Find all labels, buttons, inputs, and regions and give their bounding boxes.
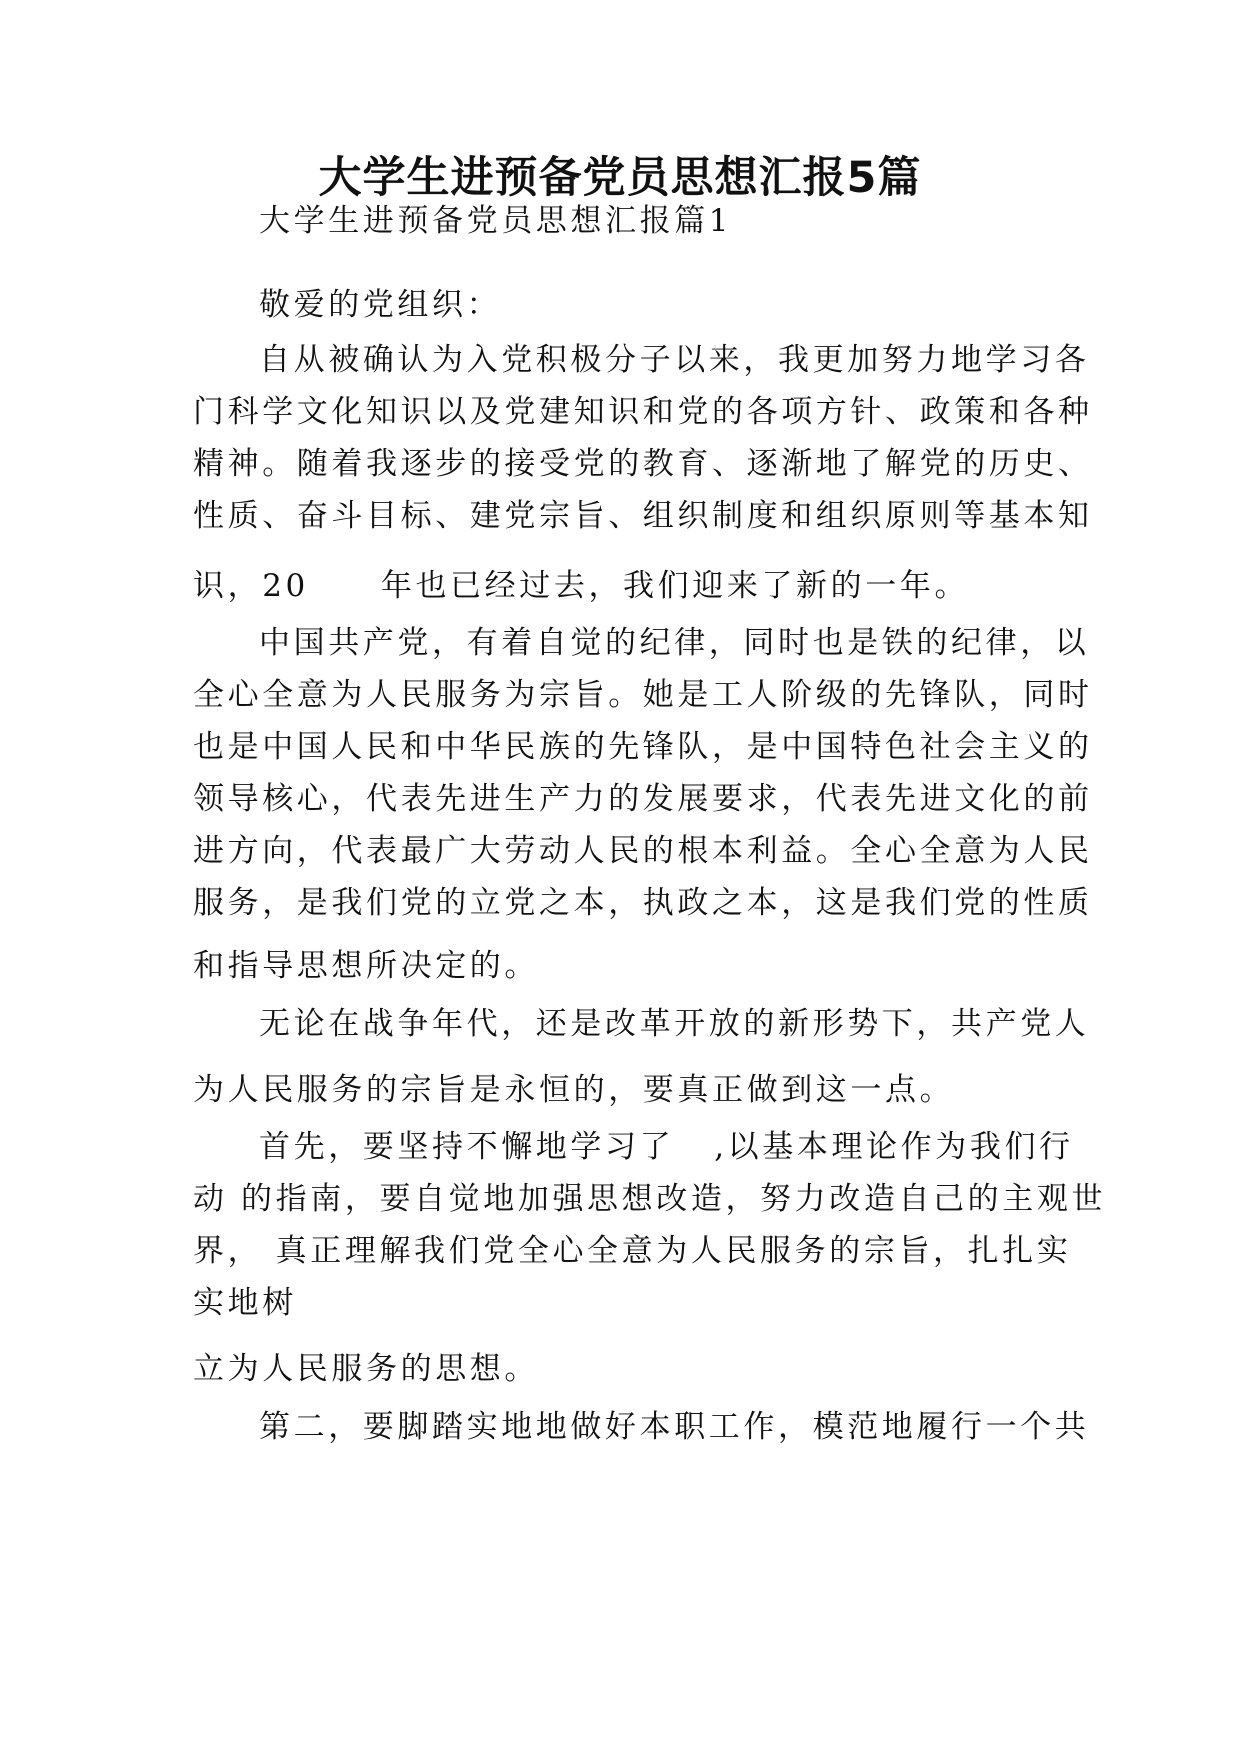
paragraph-line: 实地树 — [193, 1285, 297, 1321]
document-title: 大学生进预备党员思想汇报5篇 — [318, 153, 922, 203]
paragraph-fragment: 识，20 — [193, 568, 309, 604]
salutation: 敬爱的党组织： — [259, 287, 502, 323]
paragraph-line: 和指导思想所决定的。 — [193, 948, 539, 984]
paragraph-line — [259, 1127, 1074, 1167]
paragraph-line — [193, 566, 969, 606]
paragraph-fragment: 首先，要坚持不懈地学习了 — [259, 1129, 675, 1165]
paragraph-line: 全心全意为人民服务为宗旨。她是工人阶级的先锋队，同时 — [193, 677, 1093, 713]
paragraph-line: 立为人民服务的思想。 — [193, 1351, 539, 1387]
paragraph-fragment: 年也已经过去，我们迎来了新的一年。 — [380, 568, 970, 604]
paragraph-line: 精神。随着我逐步的接受党的教育、逐渐地了解党的历史、 — [193, 446, 1093, 482]
paragraph-line: 自从被确认为入党积极分子以来，我更加努力地学习各 — [259, 342, 1090, 378]
paragraph-line: 动 的指南，要自觉地加强思想改造，努力改造自己的主观世 — [193, 1181, 1107, 1217]
paragraph-line: 服务，是我们党的立党之本，执政之本，这是我们党的性质 — [193, 885, 1093, 921]
paragraph-line: 性质、奋斗目标、建党宗旨、组织制度和组织原则等基本知 — [193, 498, 1093, 534]
paragraph-line: 无论在战争年代，还是改革开放的新形势下，共产党人 — [259, 1006, 1090, 1042]
paragraph-line: 界， 真正理解我们党全心全意为人民服务的宗旨，扎扎实 — [193, 1233, 1072, 1269]
paragraph-fragment: ,以基本理论作为我们行 — [714, 1129, 1074, 1165]
paragraph-line: 为人民服务的宗旨是永恒的，要真正做到这一点。 — [193, 1072, 955, 1108]
paragraph-line: 中国共产党，有着自觉的纪律，同时也是铁的纪律，以 — [259, 625, 1090, 661]
paragraph-line: 领导核心，代表先进生产力的发展要求，代表先进文化的前 — [193, 781, 1093, 817]
paragraph-line: 也是中国人民和中华民族的先锋队，是中国特色社会主义的 — [193, 729, 1093, 765]
paragraph-line: 第二，要脚踏实地地做好本职工作，模范地履行一个共 — [259, 1409, 1090, 1445]
section-heading: 大学生进预备党员思想汇报篇1 — [259, 203, 733, 239]
paragraph-line: 进方向，代表最广大劳动人民的根本利益。全心全意为人民 — [193, 833, 1093, 869]
paragraph-line: 门科学文化知识以及党建知识和党的各项方针、政策和各种 — [193, 394, 1093, 430]
